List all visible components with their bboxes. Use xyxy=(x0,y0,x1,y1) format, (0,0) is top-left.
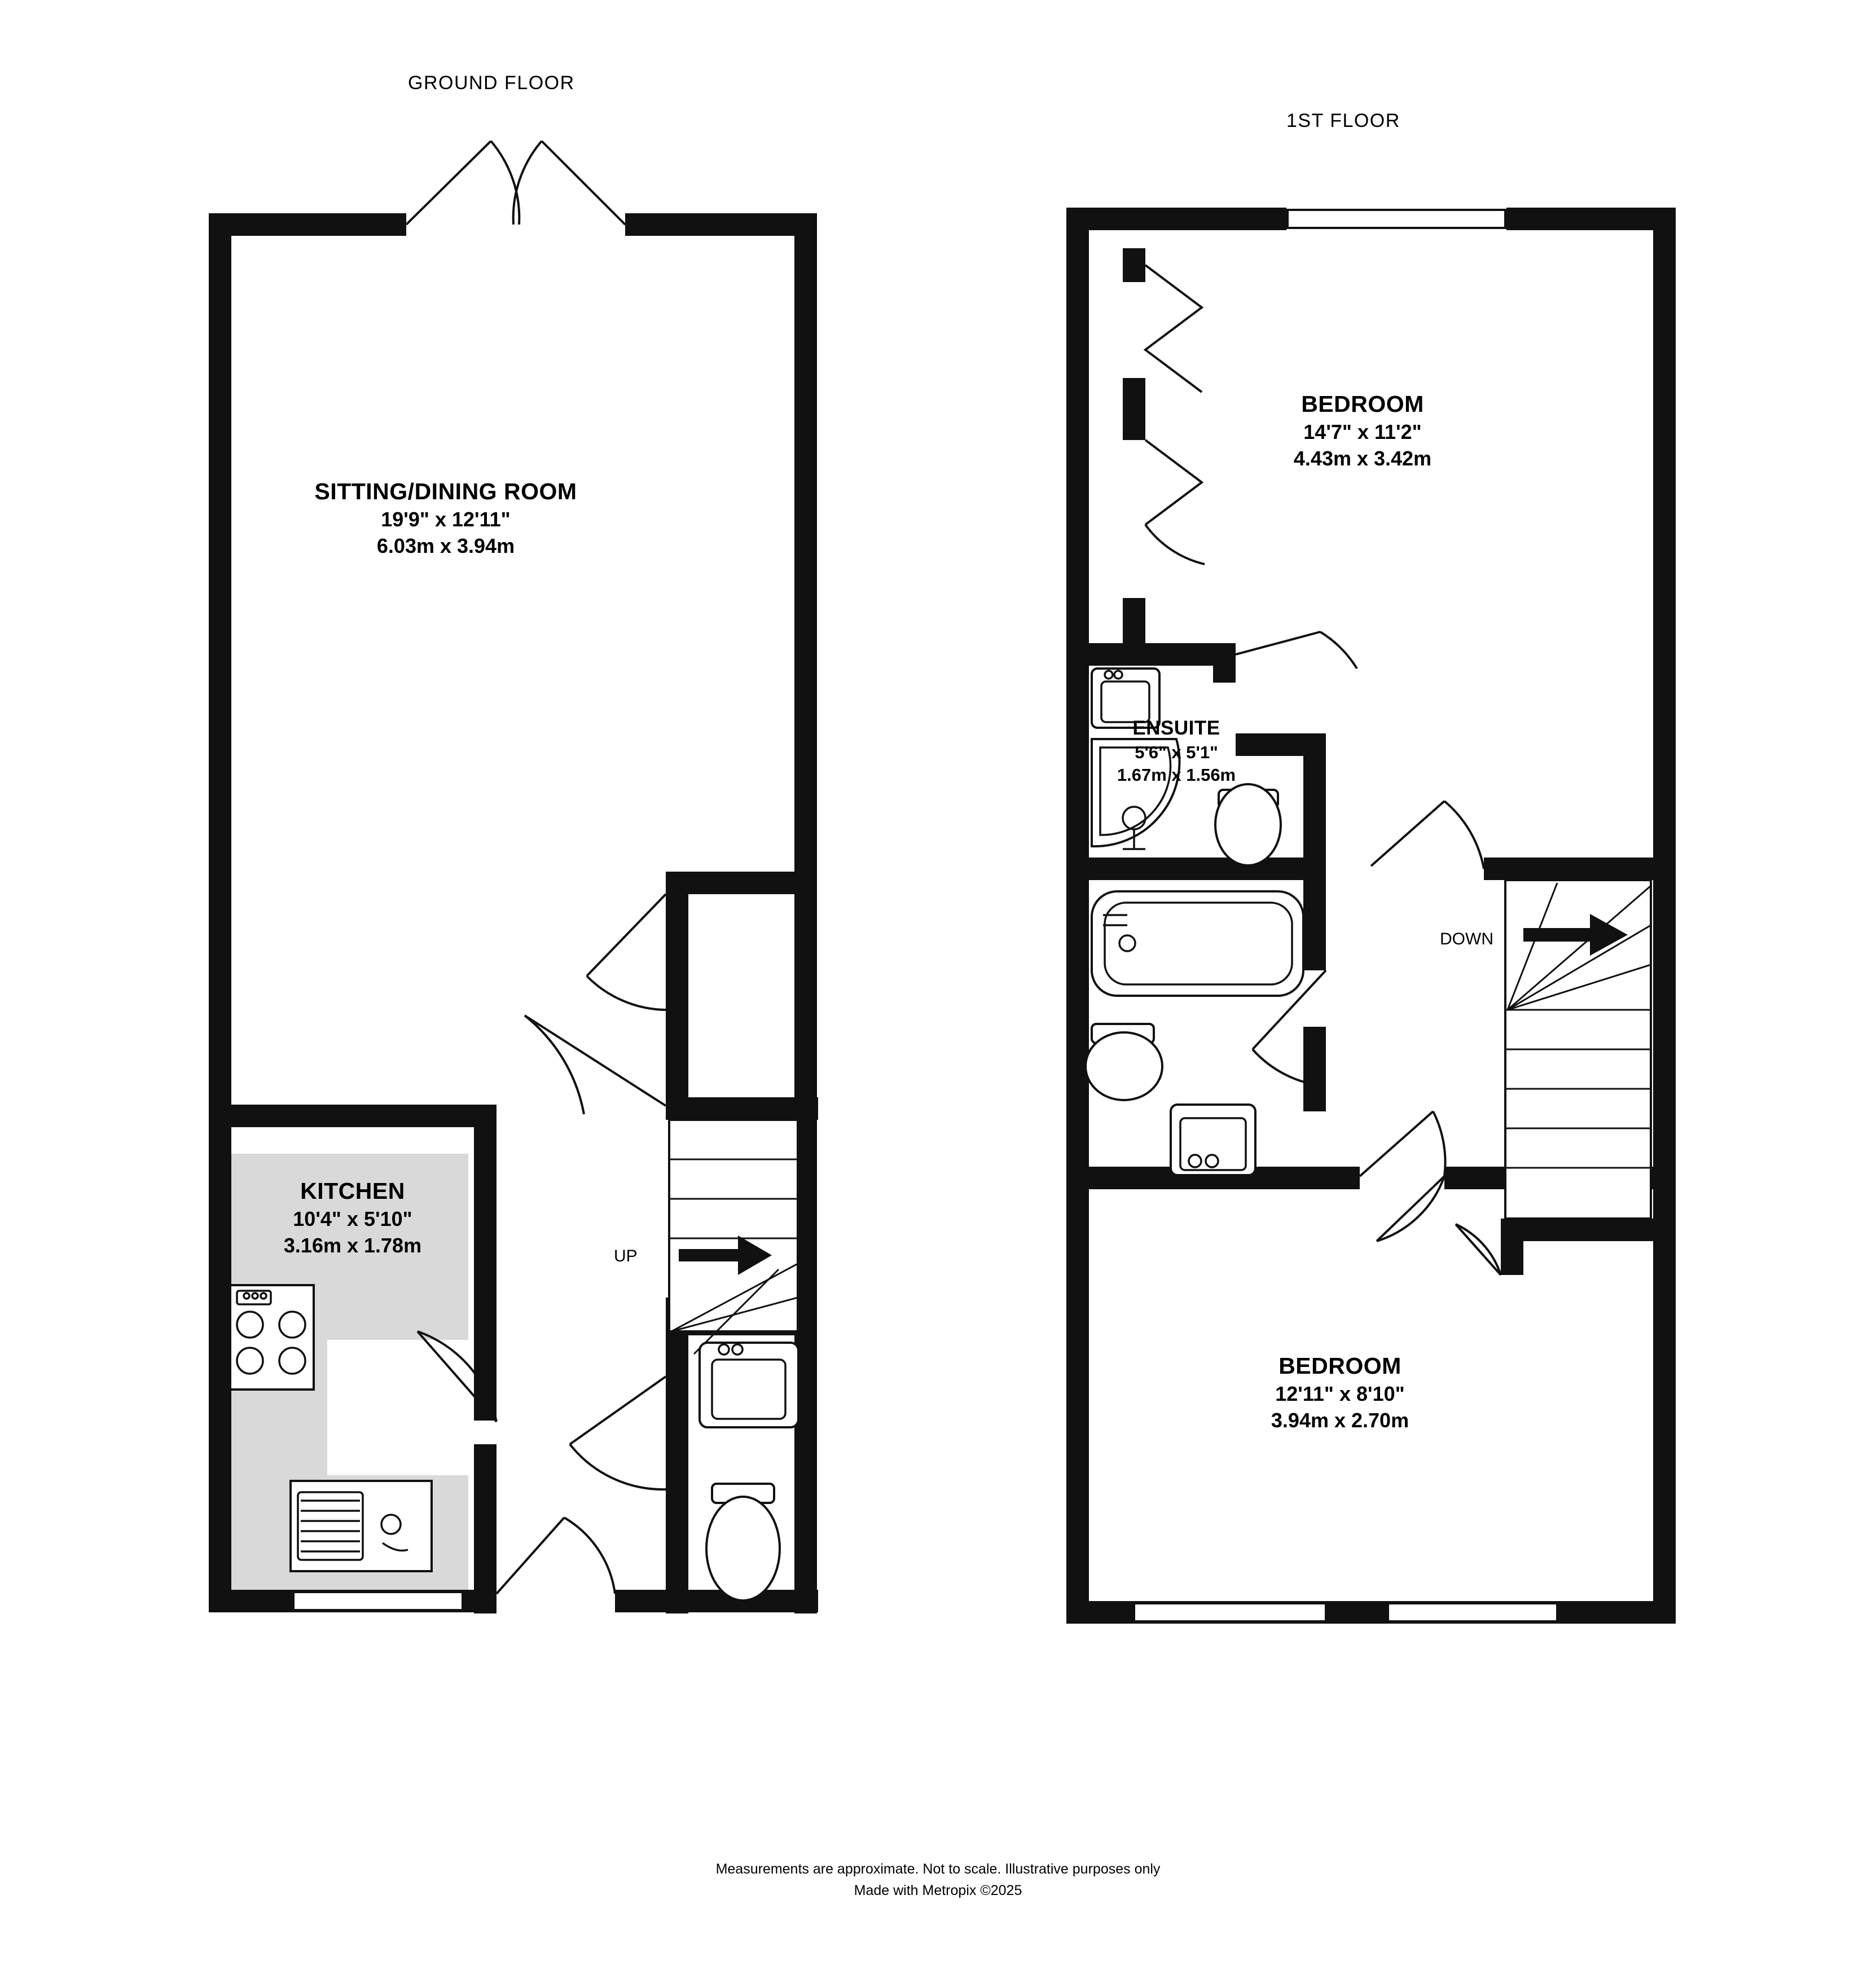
room-dim-metric: 4.43m x 3.42m xyxy=(1293,447,1432,471)
wall-bottom-right xyxy=(615,1590,818,1612)
ff-wall-bath-right-2 xyxy=(1303,1027,1326,1111)
door-leaf-sitting xyxy=(525,1015,666,1106)
door-arc-hall-bottom xyxy=(564,1518,615,1594)
ff-wall-bath-top xyxy=(1066,858,1326,880)
room-dim-metric: 3.94m x 2.70m xyxy=(1271,1409,1409,1432)
ff-pier-3 xyxy=(1123,598,1145,652)
room-label-kitchen xyxy=(229,1176,477,1259)
wall-top-right xyxy=(625,213,817,236)
room-label-bedroom-2 xyxy=(1179,1351,1501,1434)
ff-wall-top-right xyxy=(1506,208,1676,230)
door-arc-hall-top xyxy=(587,976,666,1010)
door-arc-landing-top xyxy=(1444,801,1484,869)
room-dim-imperial: 12'11" x 8'10" xyxy=(1275,1382,1405,1406)
bathroom-toilet xyxy=(1086,1024,1162,1100)
room-label-bedroom-1 xyxy=(1202,389,1523,472)
door-leaf-ensuite xyxy=(1236,632,1320,654)
door-leaf-cupboard xyxy=(1456,1224,1501,1275)
front-door-arc-left xyxy=(491,141,519,225)
ff-pier-1 xyxy=(1123,248,1145,282)
door-leaf-bed2-a xyxy=(1360,1111,1433,1176)
front-door-arc-right xyxy=(513,141,542,225)
door-leaf-wc xyxy=(570,1377,666,1444)
room-dim-metric: 6.03m x 3.94m xyxy=(376,534,515,558)
wc-toilet xyxy=(706,1484,780,1601)
room-dim-imperial: 19'9" x 12'11" xyxy=(381,508,511,531)
ff-wall-left-lower xyxy=(1066,1167,1089,1601)
ff-wall-top-left xyxy=(1066,208,1286,230)
room-name: ENSUITE xyxy=(1132,717,1220,739)
stairs-first xyxy=(1505,880,1651,1219)
bathroom-bath xyxy=(1092,891,1303,996)
window-bedroom-front xyxy=(1288,210,1505,228)
window-bedroom-rear-1 xyxy=(1134,1603,1326,1621)
room-name: BEDROOM xyxy=(1279,1353,1401,1379)
stairs-ground xyxy=(669,1120,798,1354)
ff-wall-ensuite-top xyxy=(1066,643,1236,666)
ff-wall-ensuite-right xyxy=(1303,733,1326,863)
door-arc-sitting xyxy=(525,1015,584,1114)
kitchen-hob xyxy=(230,1285,314,1390)
wall-hall-left xyxy=(666,872,688,1120)
door-leaf-bed2-b xyxy=(1377,1176,1444,1241)
floor-title-ground: GROUND FLOOR xyxy=(408,72,575,94)
footer-credit: Made with Metropix ©2025 xyxy=(854,1883,1022,1898)
ff-wall-left-upper xyxy=(1066,208,1089,1167)
ff-wall-bath-right-1 xyxy=(1303,858,1326,970)
wall-left-upper xyxy=(209,213,231,1116)
door-leaf-hall-top xyxy=(587,894,666,976)
ff-wall-stairs-top xyxy=(1484,858,1676,880)
wall-left-lower xyxy=(209,1116,231,1612)
floor-title-first: 1ST FLOOR xyxy=(1286,110,1400,131)
door-zigzag-bedroom-top xyxy=(1145,265,1202,392)
ff-pier-2 xyxy=(1123,378,1145,440)
door-arc-ensuite xyxy=(1320,632,1357,669)
room-dim-imperial: 14'7" x 11'2" xyxy=(1303,420,1422,444)
wall-kitchen-right xyxy=(474,1105,497,1421)
kitchen-sink xyxy=(291,1481,432,1571)
room-name: BEDROOM xyxy=(1301,391,1424,417)
wall-wc-left xyxy=(666,1354,688,1613)
door-zigzag-bedroom-mid xyxy=(1145,440,1202,525)
room-label-sitting-dining xyxy=(248,477,643,560)
window-kitchen xyxy=(293,1592,463,1610)
wall-right-upper xyxy=(794,213,817,879)
room-name: SITTING/DINING ROOM xyxy=(314,478,577,504)
stairs-up-label: UP xyxy=(614,1247,638,1265)
room-dim-metric: 3.16m x 1.78m xyxy=(283,1234,422,1257)
ff-wall-stairs-jamb xyxy=(1501,1241,1523,1275)
ff-wall-ensuite-jamb xyxy=(1213,643,1236,683)
room-label-ensuite xyxy=(1066,715,1286,786)
ground-floor-plan xyxy=(209,141,818,1613)
door-leaf-landing-top xyxy=(1371,801,1444,866)
footer-disclaimer: Measurements are approximate. Not to scale. Illustrative purposes only xyxy=(715,1861,1161,1877)
wall-top-left xyxy=(209,213,406,236)
room-dim-metric: 1.67m x 1.56m xyxy=(1117,764,1236,785)
room-dim-imperial: 10'4" x 5'10" xyxy=(293,1207,412,1231)
door-leaf-hall-bottom xyxy=(497,1518,564,1594)
door-arc-bedroom xyxy=(1145,525,1205,564)
door-arc-wc xyxy=(570,1444,666,1489)
ensuite-toilet xyxy=(1215,784,1281,865)
wall-hall-top xyxy=(666,872,812,894)
door-arc-bed2-a xyxy=(1433,1111,1446,1176)
window-bedroom-rear-2 xyxy=(1388,1603,1557,1621)
ff-wall-stairs-bottom xyxy=(1501,1219,1676,1241)
wall-kitchen-top xyxy=(209,1105,497,1127)
front-door-leaf-left xyxy=(406,141,491,225)
room-name: KITCHEN xyxy=(300,1178,405,1204)
wall-kitchen-right-lower xyxy=(474,1444,497,1613)
front-door-leaf-right xyxy=(542,141,625,225)
ff-wall-right xyxy=(1653,208,1676,1624)
wall-hall-mid xyxy=(666,1097,818,1120)
room-dim-imperial: 5'6" x 5'1" xyxy=(1135,742,1218,762)
wc-basin xyxy=(700,1343,798,1427)
bathroom-basin xyxy=(1171,1105,1255,1175)
stairs-down-label: DOWN xyxy=(1440,930,1493,948)
